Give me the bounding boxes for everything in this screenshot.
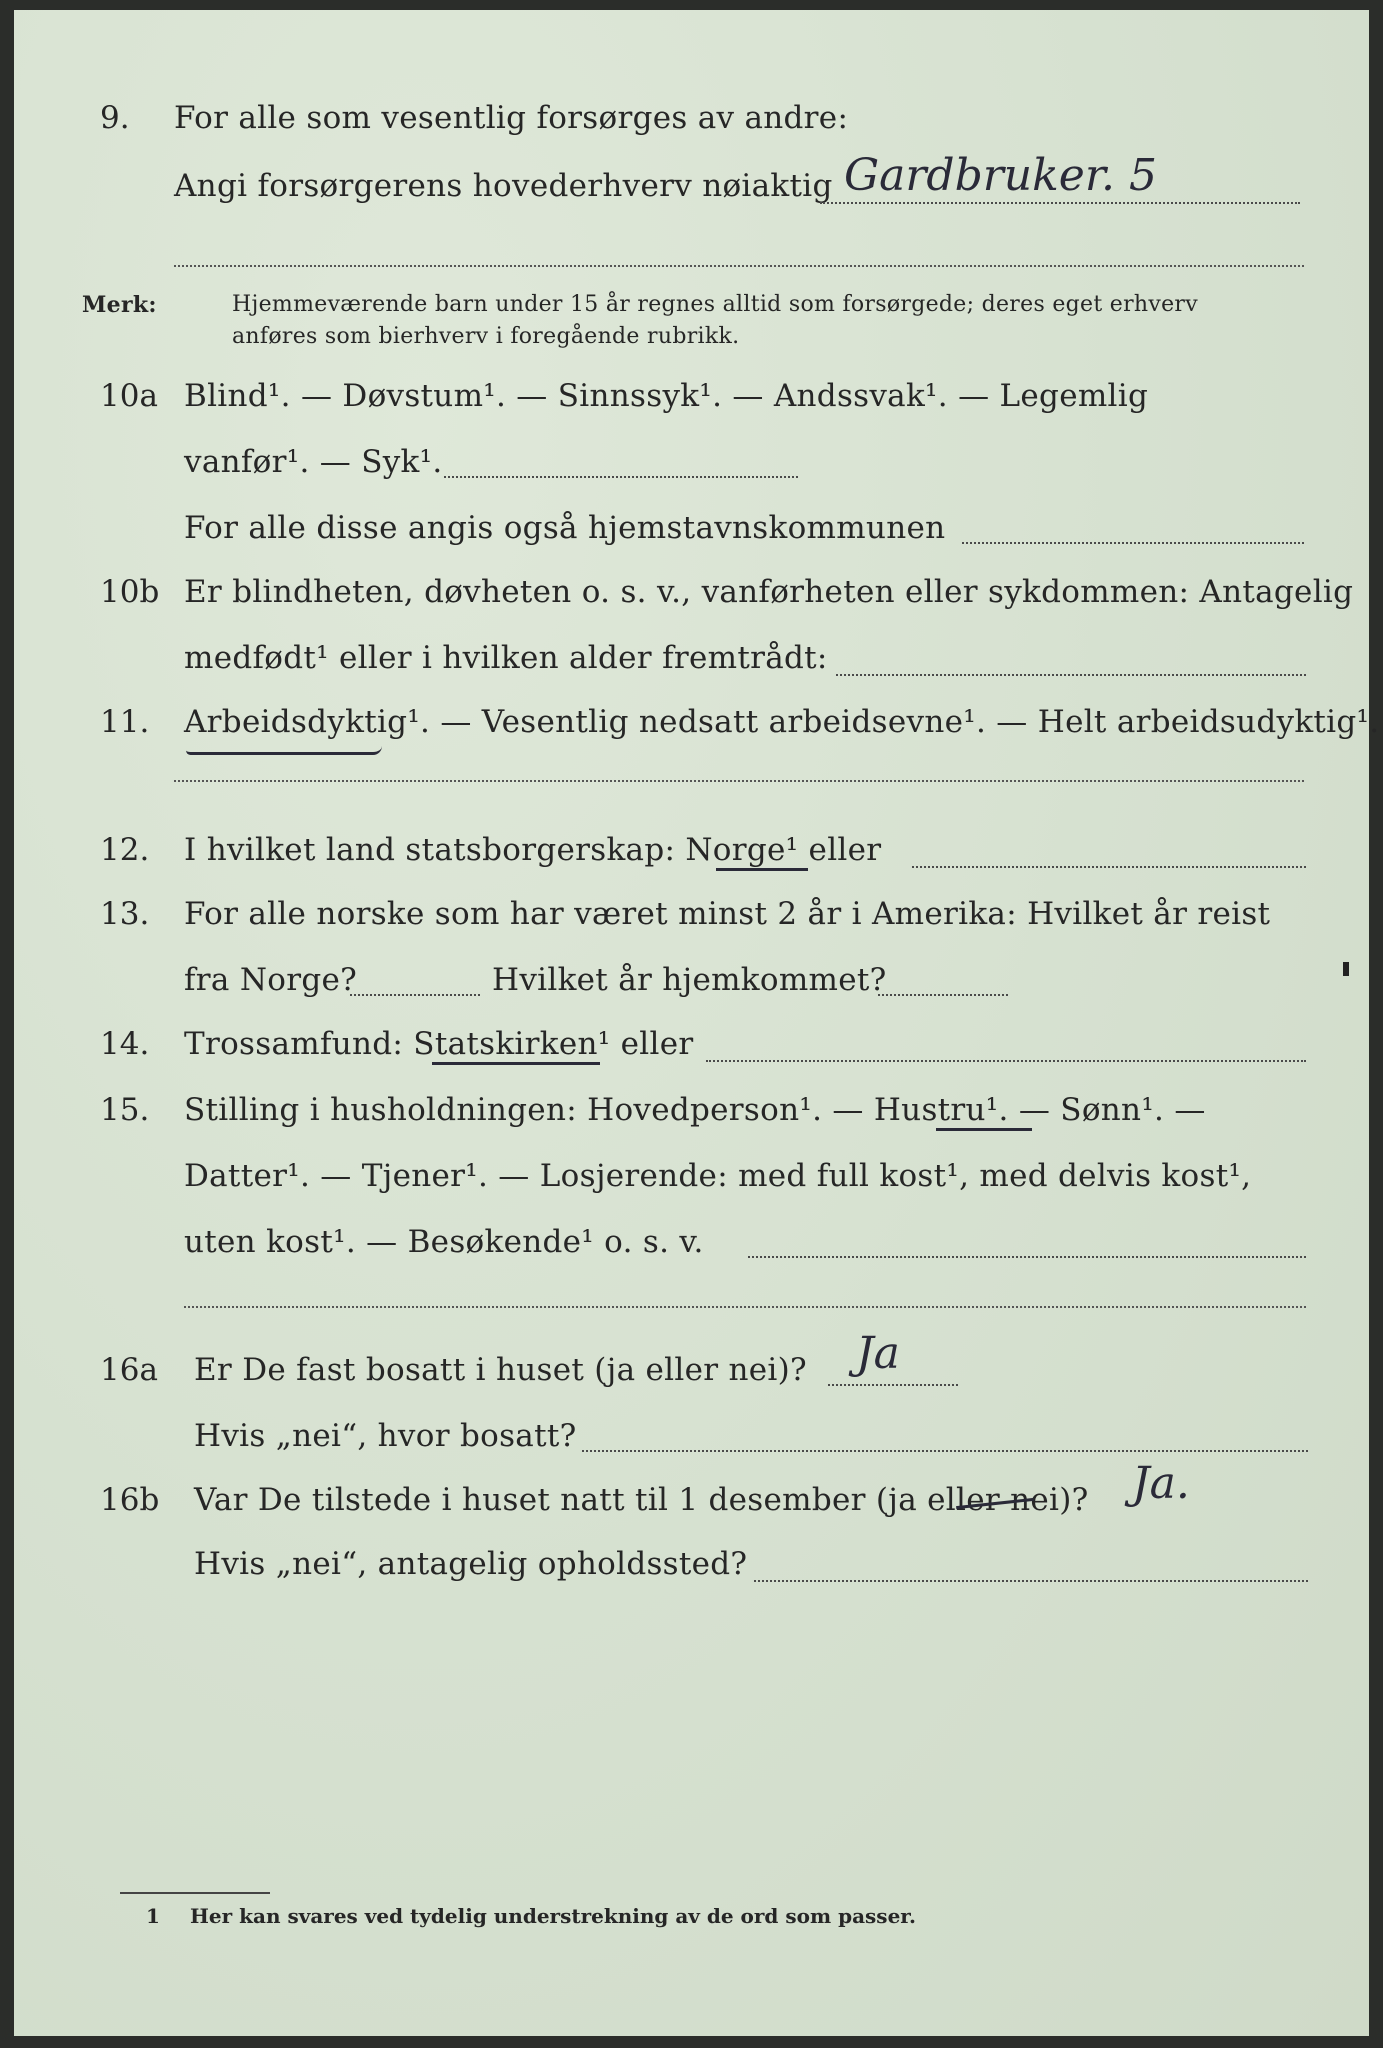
q12-text: I hvilket land statsborgerskap: Norge¹ eller xyxy=(184,832,882,868)
q10b-number: 10b xyxy=(100,574,160,610)
q15-answer-line xyxy=(748,1256,1306,1258)
q13-line2a: fra Norge? xyxy=(184,962,358,998)
q11-text: Arbeidsdyktig¹. — Vesentlig nedsatt arbeidsevne¹. — Helt arbeidsudyktig¹. xyxy=(184,704,1380,740)
q9-answer-line xyxy=(820,202,1300,204)
q16b-line1: Var De tilstede i huset natt til 1 desember (ja eller nei)? xyxy=(194,1482,1089,1518)
census-form-page xyxy=(14,10,1380,2036)
q13-reist-line xyxy=(350,994,480,996)
q10b-line2: medfødt¹ eller i hvilken alder fremtrådt: xyxy=(184,640,828,676)
footnote-text: Her kan svares ved tydelig understrekning av de ord som passer. xyxy=(190,1904,916,1928)
q10a-line3: For alle disse angis også hjemstavnskommunen xyxy=(184,510,946,546)
q16a-handwritten-answer: Ja xyxy=(856,1328,900,1379)
q13-line1: For alle norske som har været minst 2 år i Amerika: Hvilket år reist xyxy=(184,896,1271,932)
q14-text: Trossamfund: Statskirken¹ eller xyxy=(184,1026,694,1062)
q9-number: 9. xyxy=(100,100,130,136)
footnote-separator xyxy=(120,1892,270,1894)
q11-handwritten-underline xyxy=(186,746,382,755)
q14-number: 14. xyxy=(100,1026,150,1062)
q16b-number: 16b xyxy=(100,1482,160,1518)
q11-number: 11. xyxy=(100,704,150,740)
q16b-opholdssted-line xyxy=(754,1580,1308,1582)
merk-label: Merk: xyxy=(82,292,157,318)
q13-hjemkommet-line xyxy=(878,994,1008,996)
q15-line2: Datter¹. — Tjener¹. — Losjerende: med full kost¹, med delvis kost¹, xyxy=(184,1158,1252,1194)
q10b-answer-line xyxy=(836,674,1306,676)
q12-handwritten-underline xyxy=(716,868,808,871)
footnote-mark: 1 xyxy=(146,1904,160,1928)
q10a-line2: vanfør¹. — Syk¹. xyxy=(184,444,443,480)
q15-number: 15. xyxy=(100,1092,150,1128)
q16b-handwritten-answer: Ja. xyxy=(1132,1458,1190,1509)
q13-line2b: Hvilket år hjemkommet? xyxy=(492,962,887,998)
q9-extra-line xyxy=(174,265,1304,267)
q16b-line2: Hvis „nei“, antagelig opholdssted? xyxy=(194,1546,748,1582)
q12-answer-line xyxy=(912,866,1306,868)
q16a-line1: Er De fast bosatt i huset (ja eller nei)? xyxy=(194,1352,807,1388)
q15-line1: Stilling i husholdningen: Hovedperson¹. — Hustru¹. — Sønn¹. — xyxy=(184,1092,1206,1128)
q10a-kommune-line xyxy=(962,542,1304,544)
q10a-syk-line xyxy=(444,476,798,478)
q11-extra-line xyxy=(174,780,1304,782)
q10b-line1: Er blindheten, døvheten o. s. v., vanførheten eller sykdommen: Antagelig xyxy=(184,574,1354,610)
merk-line2: anføres som bierhverv i foregående rubrikk. xyxy=(232,324,740,349)
q9-handwritten-answer: Gardbruker. 5 xyxy=(844,150,1157,201)
q9-line1: For alle som vesentlig forsørges av andre: xyxy=(174,100,849,136)
q12-number: 12. xyxy=(100,832,150,868)
q16a-number: 16a xyxy=(100,1352,158,1388)
q10a-number: 10a xyxy=(100,378,158,414)
q13-number: 13. xyxy=(100,896,150,932)
q16a-line2: Hvis „nei“, hvor bosatt? xyxy=(194,1418,577,1454)
q15-handwritten-underline xyxy=(936,1128,1032,1131)
q15-extra-line xyxy=(184,1306,1306,1308)
q10a-line1: Blind¹. — Døvstum¹. — Sinnssyk¹. — Andssvak¹. — Legemlig xyxy=(184,378,1149,414)
q14-handwritten-underline xyxy=(432,1062,600,1065)
page-edge-mark xyxy=(1343,962,1349,976)
q14-answer-line xyxy=(706,1060,1306,1062)
q16a-answer-line xyxy=(828,1384,958,1386)
q9-line2: Angi forsørgerens hovederhverv nøiaktig xyxy=(174,168,833,204)
merk-line1: Hjemmeværende barn under 15 år regnes alltid som forsørgede; deres eget erhverv xyxy=(232,292,1198,317)
q16a-bosatt-line xyxy=(582,1450,1308,1452)
q15-line3: uten kost¹. — Besøkende¹ o. s. v. xyxy=(184,1224,704,1260)
